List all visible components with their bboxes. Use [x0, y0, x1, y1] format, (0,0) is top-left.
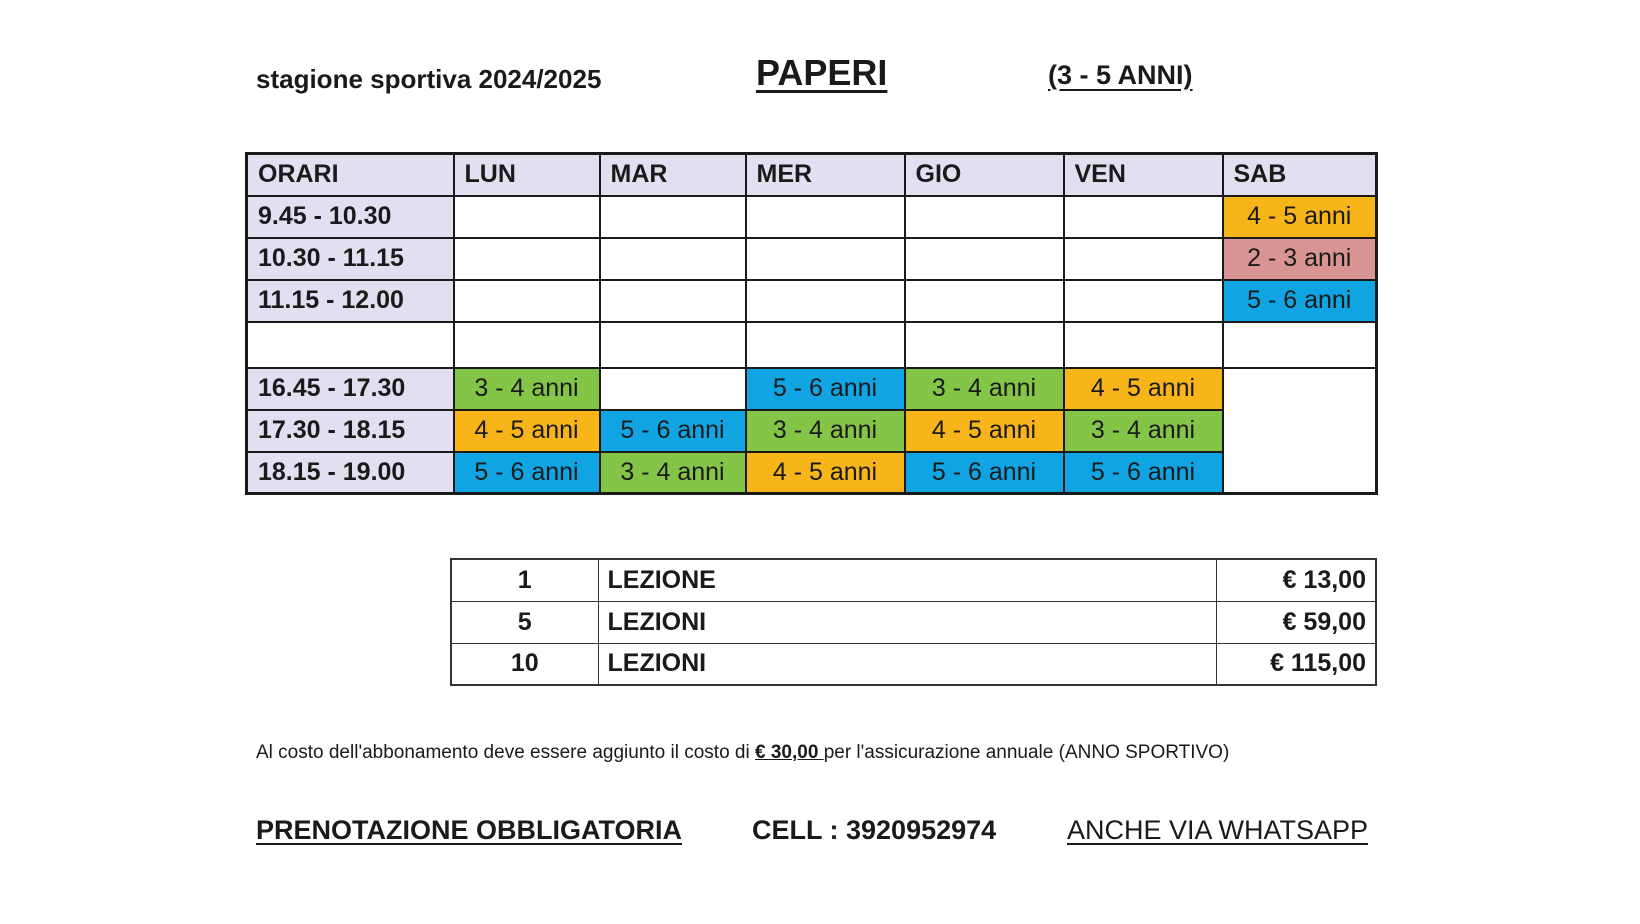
- column-header-day: SAB: [1223, 154, 1377, 196]
- price-row: [451, 643, 1376, 685]
- schedule-row: [247, 452, 1377, 494]
- schedule-row: [247, 410, 1377, 452]
- lesson-label: LEZIONE: [598, 559, 1216, 601]
- column-header-day: LUN: [454, 154, 600, 196]
- schedule-header-row: [247, 154, 1377, 196]
- class-slot: 5 - 6 anni: [746, 368, 905, 410]
- season-label: stagione sportiva 2024/2025: [256, 64, 602, 94]
- class-slot: 5 - 6 anni: [1223, 280, 1377, 322]
- price-row: [451, 601, 1376, 643]
- time-slot-label: 10.30 - 11.15: [247, 238, 454, 280]
- time-slot-label: 18.15 - 19.00: [247, 452, 454, 494]
- class-slot: 3 - 4 anni: [600, 452, 746, 494]
- class-slot: 5 - 6 anni: [454, 452, 600, 494]
- class-slot: 3 - 4 anni: [454, 368, 600, 410]
- schedule-table: [245, 152, 1378, 495]
- class-slot: 3 - 4 anni: [905, 368, 1064, 410]
- empty-slot: [600, 238, 746, 280]
- class-slot: 5 - 6 anni: [600, 410, 746, 452]
- empty-slot: [454, 322, 600, 368]
- class-slot: 4 - 5 anni: [905, 410, 1064, 452]
- lesson-price: € 59,00: [1216, 601, 1376, 643]
- time-slot-label: 11.15 - 12.00: [247, 280, 454, 322]
- phone-number: CELL : 3920952974: [752, 815, 997, 845]
- lesson-count: 10: [451, 643, 598, 685]
- lesson-price: € 13,00: [1216, 559, 1376, 601]
- empty-slot: [600, 196, 746, 238]
- time-slot-label: 16.45 - 17.30: [247, 368, 454, 410]
- empty-slot: [1223, 368, 1377, 494]
- class-slot: 4 - 5 anni: [1064, 368, 1223, 410]
- empty-slot: [600, 368, 746, 410]
- schedule-row: [247, 280, 1377, 322]
- column-header-day: MER: [746, 154, 905, 196]
- lesson-count: 5: [451, 601, 598, 643]
- empty-slot: [746, 280, 905, 322]
- age-range-label: (3 - 5 ANNI): [1048, 60, 1193, 90]
- class-slot: 5 - 6 anni: [1064, 452, 1223, 494]
- schedule-row: [247, 196, 1377, 238]
- empty-slot: [905, 280, 1064, 322]
- insurance-note-tail: per l'assicurazione annuale (ANNO SPORTIVO): [823, 742, 1230, 763]
- time-slot-label: 9.45 - 10.30: [247, 196, 454, 238]
- class-slot: 4 - 5 anni: [454, 410, 600, 452]
- lesson-label: LEZIONI: [598, 601, 1216, 643]
- empty-slot: [746, 238, 905, 280]
- empty-slot: [600, 322, 746, 368]
- price-table: [450, 558, 1377, 686]
- empty-slot: [454, 238, 600, 280]
- empty-slot: [1064, 238, 1223, 280]
- class-slot: 4 - 5 anni: [1223, 196, 1377, 238]
- empty-slot: [600, 280, 746, 322]
- empty-slot: [454, 196, 600, 238]
- empty-slot: [905, 196, 1064, 238]
- empty-slot: [1064, 322, 1223, 368]
- class-slot: 4 - 5 anni: [746, 452, 905, 494]
- schedule-row: [247, 322, 1377, 368]
- schedule-row: [247, 238, 1377, 280]
- class-slot: 3 - 4 anni: [1064, 410, 1223, 452]
- empty-slot: [454, 280, 600, 322]
- whatsapp-link[interactable]: ANCHE VIA WHATSAPP: [1067, 815, 1369, 845]
- column-header-day: MAR: [600, 154, 746, 196]
- schedule-row: [247, 368, 1377, 410]
- empty-slot: [746, 322, 905, 368]
- insurance-note: [256, 742, 1229, 764]
- lesson-count: 1: [451, 559, 598, 601]
- insurance-amount: € 30,00: [755, 742, 824, 763]
- empty-slot: [1064, 280, 1223, 322]
- booking-required-label: PRENOTAZIONE OBBLIGATORIA: [256, 815, 683, 845]
- time-slot-label: 17.30 - 18.15: [247, 410, 454, 452]
- price-row: [451, 559, 1376, 601]
- time-slot-label: [247, 322, 454, 368]
- column-header-day: GIO: [905, 154, 1064, 196]
- class-slot: 3 - 4 anni: [746, 410, 905, 452]
- empty-slot: [905, 322, 1064, 368]
- empty-slot: [1223, 322, 1377, 368]
- column-header-times: ORARI: [247, 154, 454, 196]
- empty-slot: [746, 196, 905, 238]
- class-slot: 5 - 6 anni: [905, 452, 1064, 494]
- empty-slot: [905, 238, 1064, 280]
- class-slot: 2 - 3 anni: [1223, 238, 1377, 280]
- empty-slot: [1064, 196, 1223, 238]
- column-header-day: VEN: [1064, 154, 1223, 196]
- lesson-label: LEZIONI: [598, 643, 1216, 685]
- lesson-price: € 115,00: [1216, 643, 1376, 685]
- insurance-note-text: Al costo dell'abbonamento deve essere aggiunto il costo di: [256, 742, 756, 763]
- page-title: PAPERI: [756, 52, 888, 93]
